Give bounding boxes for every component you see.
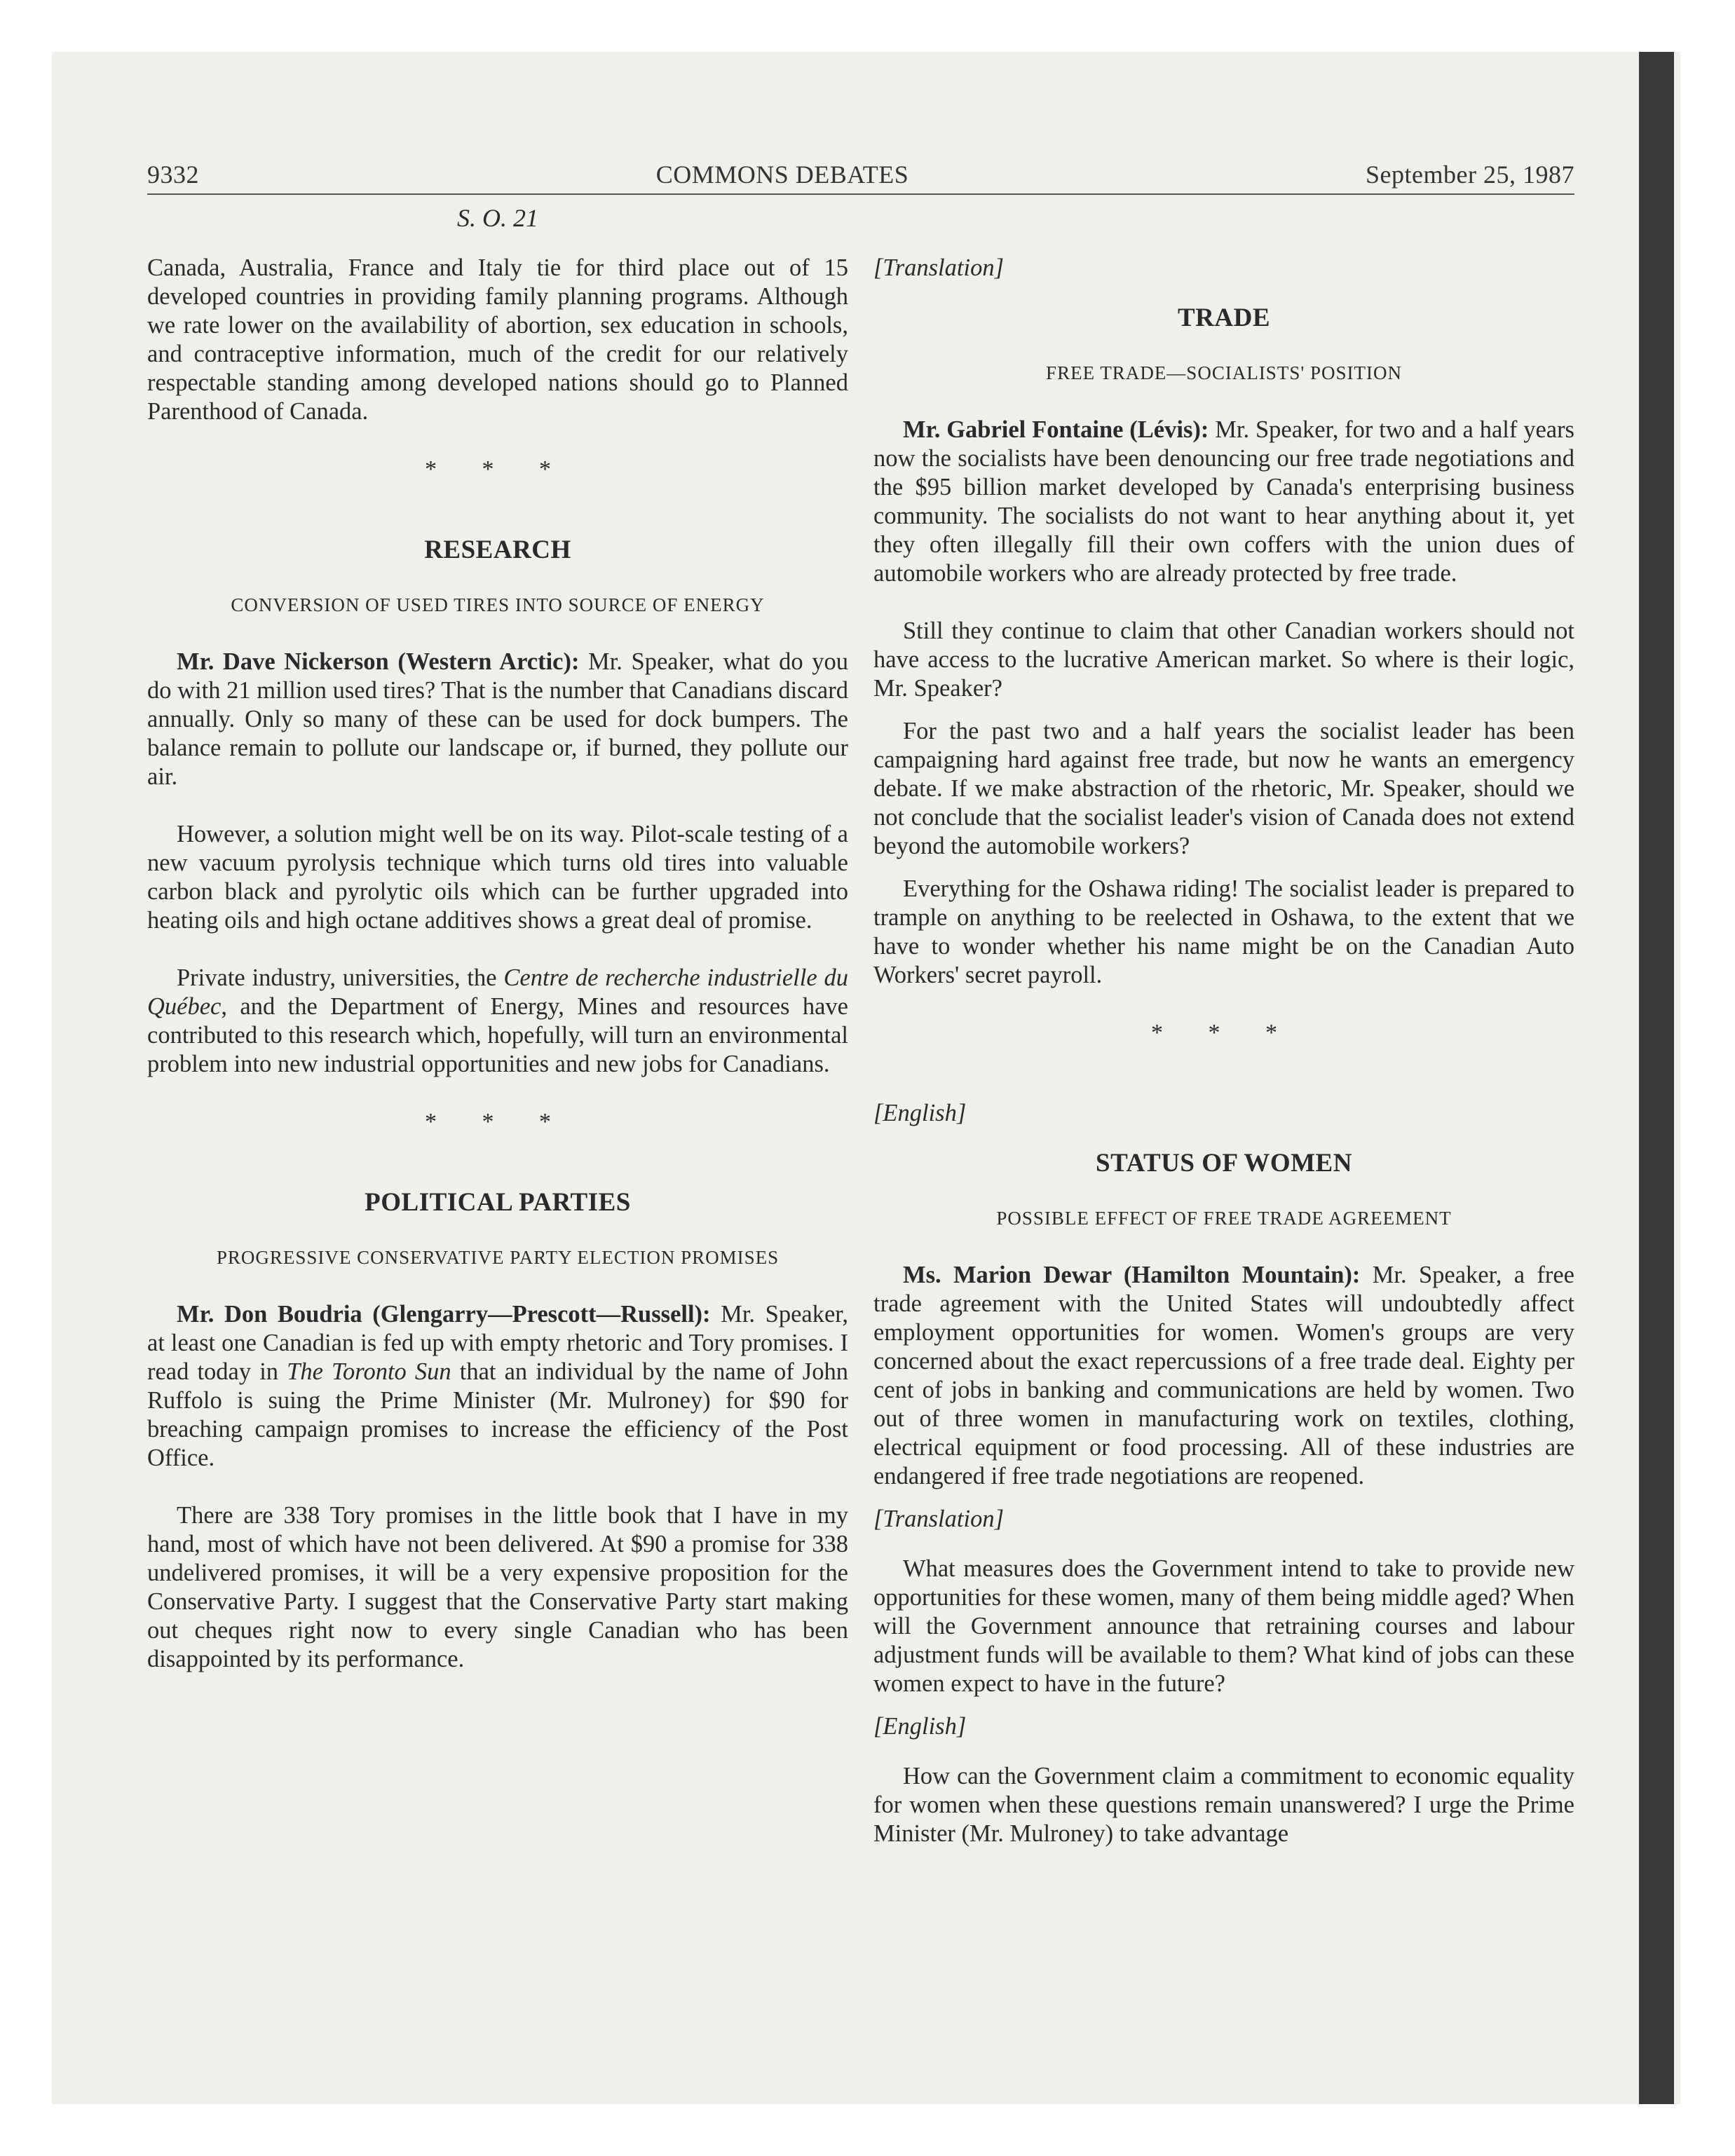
trade-paragraph-2: Still they continue to claim that other Canadian workers should not have access to the lucrative American market. So where is their logic, Mr. Speaker?: [873, 618, 1574, 702]
header-rule: [147, 193, 1574, 195]
research-subheading: CONVERSION OF USED TIRES INTO SOURCE OF ENERGY: [231, 594, 765, 615]
paragraph-text: Mr. Speaker, for two and a half years now the socialists have been denouncing our free trade negotiations and the $95 billion market developed by Canada's enterprising business community. The socialists do not want to hear anything about it, yet they often illegally fill their own coffers with the union dues of automobile workers who are already protected by free trade.: [873, 416, 1574, 587]
speaker-name: Mr. Dave Nickerson (Western Arctic):: [177, 648, 580, 675]
language-marker: [English]: [873, 1100, 967, 1126]
speaker-name: Mr. Gabriel Fontaine (Lévis):: [903, 416, 1209, 443]
language-marker: [Translation]: [873, 1506, 1004, 1532]
paragraph-text: Mr. Speaker, at least one Canadian is fed up with empty rhetoric and Tory promises. I read today in: [147, 1301, 848, 1385]
trade-paragraph-1: [873, 416, 1574, 588]
right-column: [873, 254, 1574, 1877]
women-paragraph-2: What measures does the Government intend to take to provide new opportunities for these women, many of them being middle aged? When will the Government announce that retraining courses and labour adjustment funds will be available to them? What kind of jobs can these women expect to have in the future?: [873, 1555, 1574, 1697]
page-number: 9332: [147, 161, 199, 189]
left-column: [147, 254, 848, 1703]
political-paragraph-2: There are 338 Tory promises in the little book that I have in my hand, most of which have not been delivered. At $90 a promise for 338 undelivered promises, it will be a very expensive proposition for the Conservative Party. I suggest that the Conservative Party start making out cheques right now to every single Canadian who has been disappointed by its performance.: [147, 1502, 848, 1672]
trade-heading: TRADE: [1177, 303, 1271, 332]
women-subheading: POSSIBLE EFFECT OF FREE TRADE AGREEMENT: [996, 1208, 1452, 1229]
speaker-name: Mr. Don Boudria (Glengarry—Prescott—Russell):: [177, 1301, 711, 1328]
section-separator: * * *: [425, 456, 571, 482]
language-marker: [Translation]: [873, 254, 1004, 281]
section-separator: * * *: [425, 1109, 571, 1135]
paragraph-text: that an individual by the name of John Ruffolo is suing the Prime Minister (Mr. Mulroney) for $90 for breaching campaign promises to increase the efficiency of the Post Office.: [147, 1358, 848, 1471]
paragraph-text: , and the Department of Energy, Mines and resources have contributed to this research which, hopefully, will turn an environmental problem into new industrial opportunities and new jobs for Canadians.: [147, 993, 848, 1077]
intro-paragraph: Canada, Australia, France and Italy tie for third place out of 15 developed countries in providing family planning programs. Although we rate lower on the availability of abortion, sex education in schools, and contraceptive information, much of the credit for our relatively respectable standing among developed nations should go to Planned Parenthood of Canada.: [147, 254, 848, 425]
research-heading: RESEARCH: [424, 535, 571, 564]
speaker-name: Ms. Marion Dewar (Hamilton Mountain):: [903, 1262, 1361, 1288]
women-paragraph-3: How can the Government claim a commitment to economic equality for women when these questions remain unanswered? I urge the Prime Minister (Mr. Mulroney) to take advantage: [873, 1763, 1574, 1847]
research-paragraph-1: [147, 648, 848, 791]
trade-subheading: FREE TRADE—SOCIALISTS' POSITION: [1046, 362, 1402, 383]
section-separator: * * *: [1151, 1020, 1297, 1046]
research-paragraph-3: [147, 964, 848, 1079]
trade-paragraph-4: Everything for the Oshawa riding! The socialist leader is prepared to trample on anything to be reelected in Oshawa, to the extent that we have to wonder whether his name might be on the Canadian Auto Workers' secret payroll.: [873, 875, 1574, 988]
political-heading: POLITICAL PARTIES: [365, 1188, 631, 1217]
newspaper-name: The Toronto Sun: [287, 1358, 451, 1385]
paragraph-text: Private industry, universities, the: [177, 964, 504, 991]
political-subheading: PROGRESSIVE CONSERVATIVE PARTY ELECTION PROMISES: [216, 1247, 780, 1268]
running-head: [147, 160, 1574, 189]
section-label: S. O. 21: [457, 204, 538, 232]
language-marker: [English]: [873, 1713, 967, 1740]
paragraph-text: Mr. Speaker, what do you do with 21 million used tires? That is the number that Canadians discard annually. Only so many of these can be used for dock bumpers. The balance remain to pollute our landscape or, if burned, they pollute our air.: [147, 648, 848, 790]
political-paragraph-1: [147, 1300, 848, 1473]
women-heading: STATUS OF WOMEN: [1096, 1149, 1352, 1178]
research-paragraph-2: However, a solution might well be on its way. Pilot-scale testing of a new vacuum pyrolysis technique which turns old tires into valuable carbon black and pyrolytic oils which can be further upgraded into heating oils and high octane additives shows a great deal of promise.: [147, 821, 848, 934]
institution-name: Centre de recherche industrielle du Québec: [147, 964, 848, 1020]
women-paragraph-1: [873, 1261, 1574, 1491]
binding-edge: [1639, 52, 1674, 2104]
trade-paragraph-3: For the past two and a half years the socialist leader has been campaigning hard against free trade, but now he wants an emergency debate. If we make abstraction of the rhetoric, Mr. Speaker, should we not conclude that the socialist leader's vision of Canada does not extend beyond the automobile workers?: [873, 718, 1574, 859]
publication-title: COMMONS DEBATES: [655, 161, 909, 189]
issue-date: September 25, 1987: [1366, 161, 1574, 189]
paragraph-text: Mr. Speaker, a free trade agreement with the United States will undoubtedly affect employment opportunities for women. Women's groups are very concerned about the exact repercussions of a free trade deal. Eighty per cent of jobs in banking and communications are held by women. Two out of three women in manufacturing work on textiles, clothing, electrical equipment or food processing. All of these industries are endangered if free trade negotiations are reopened.: [873, 1262, 1574, 1489]
